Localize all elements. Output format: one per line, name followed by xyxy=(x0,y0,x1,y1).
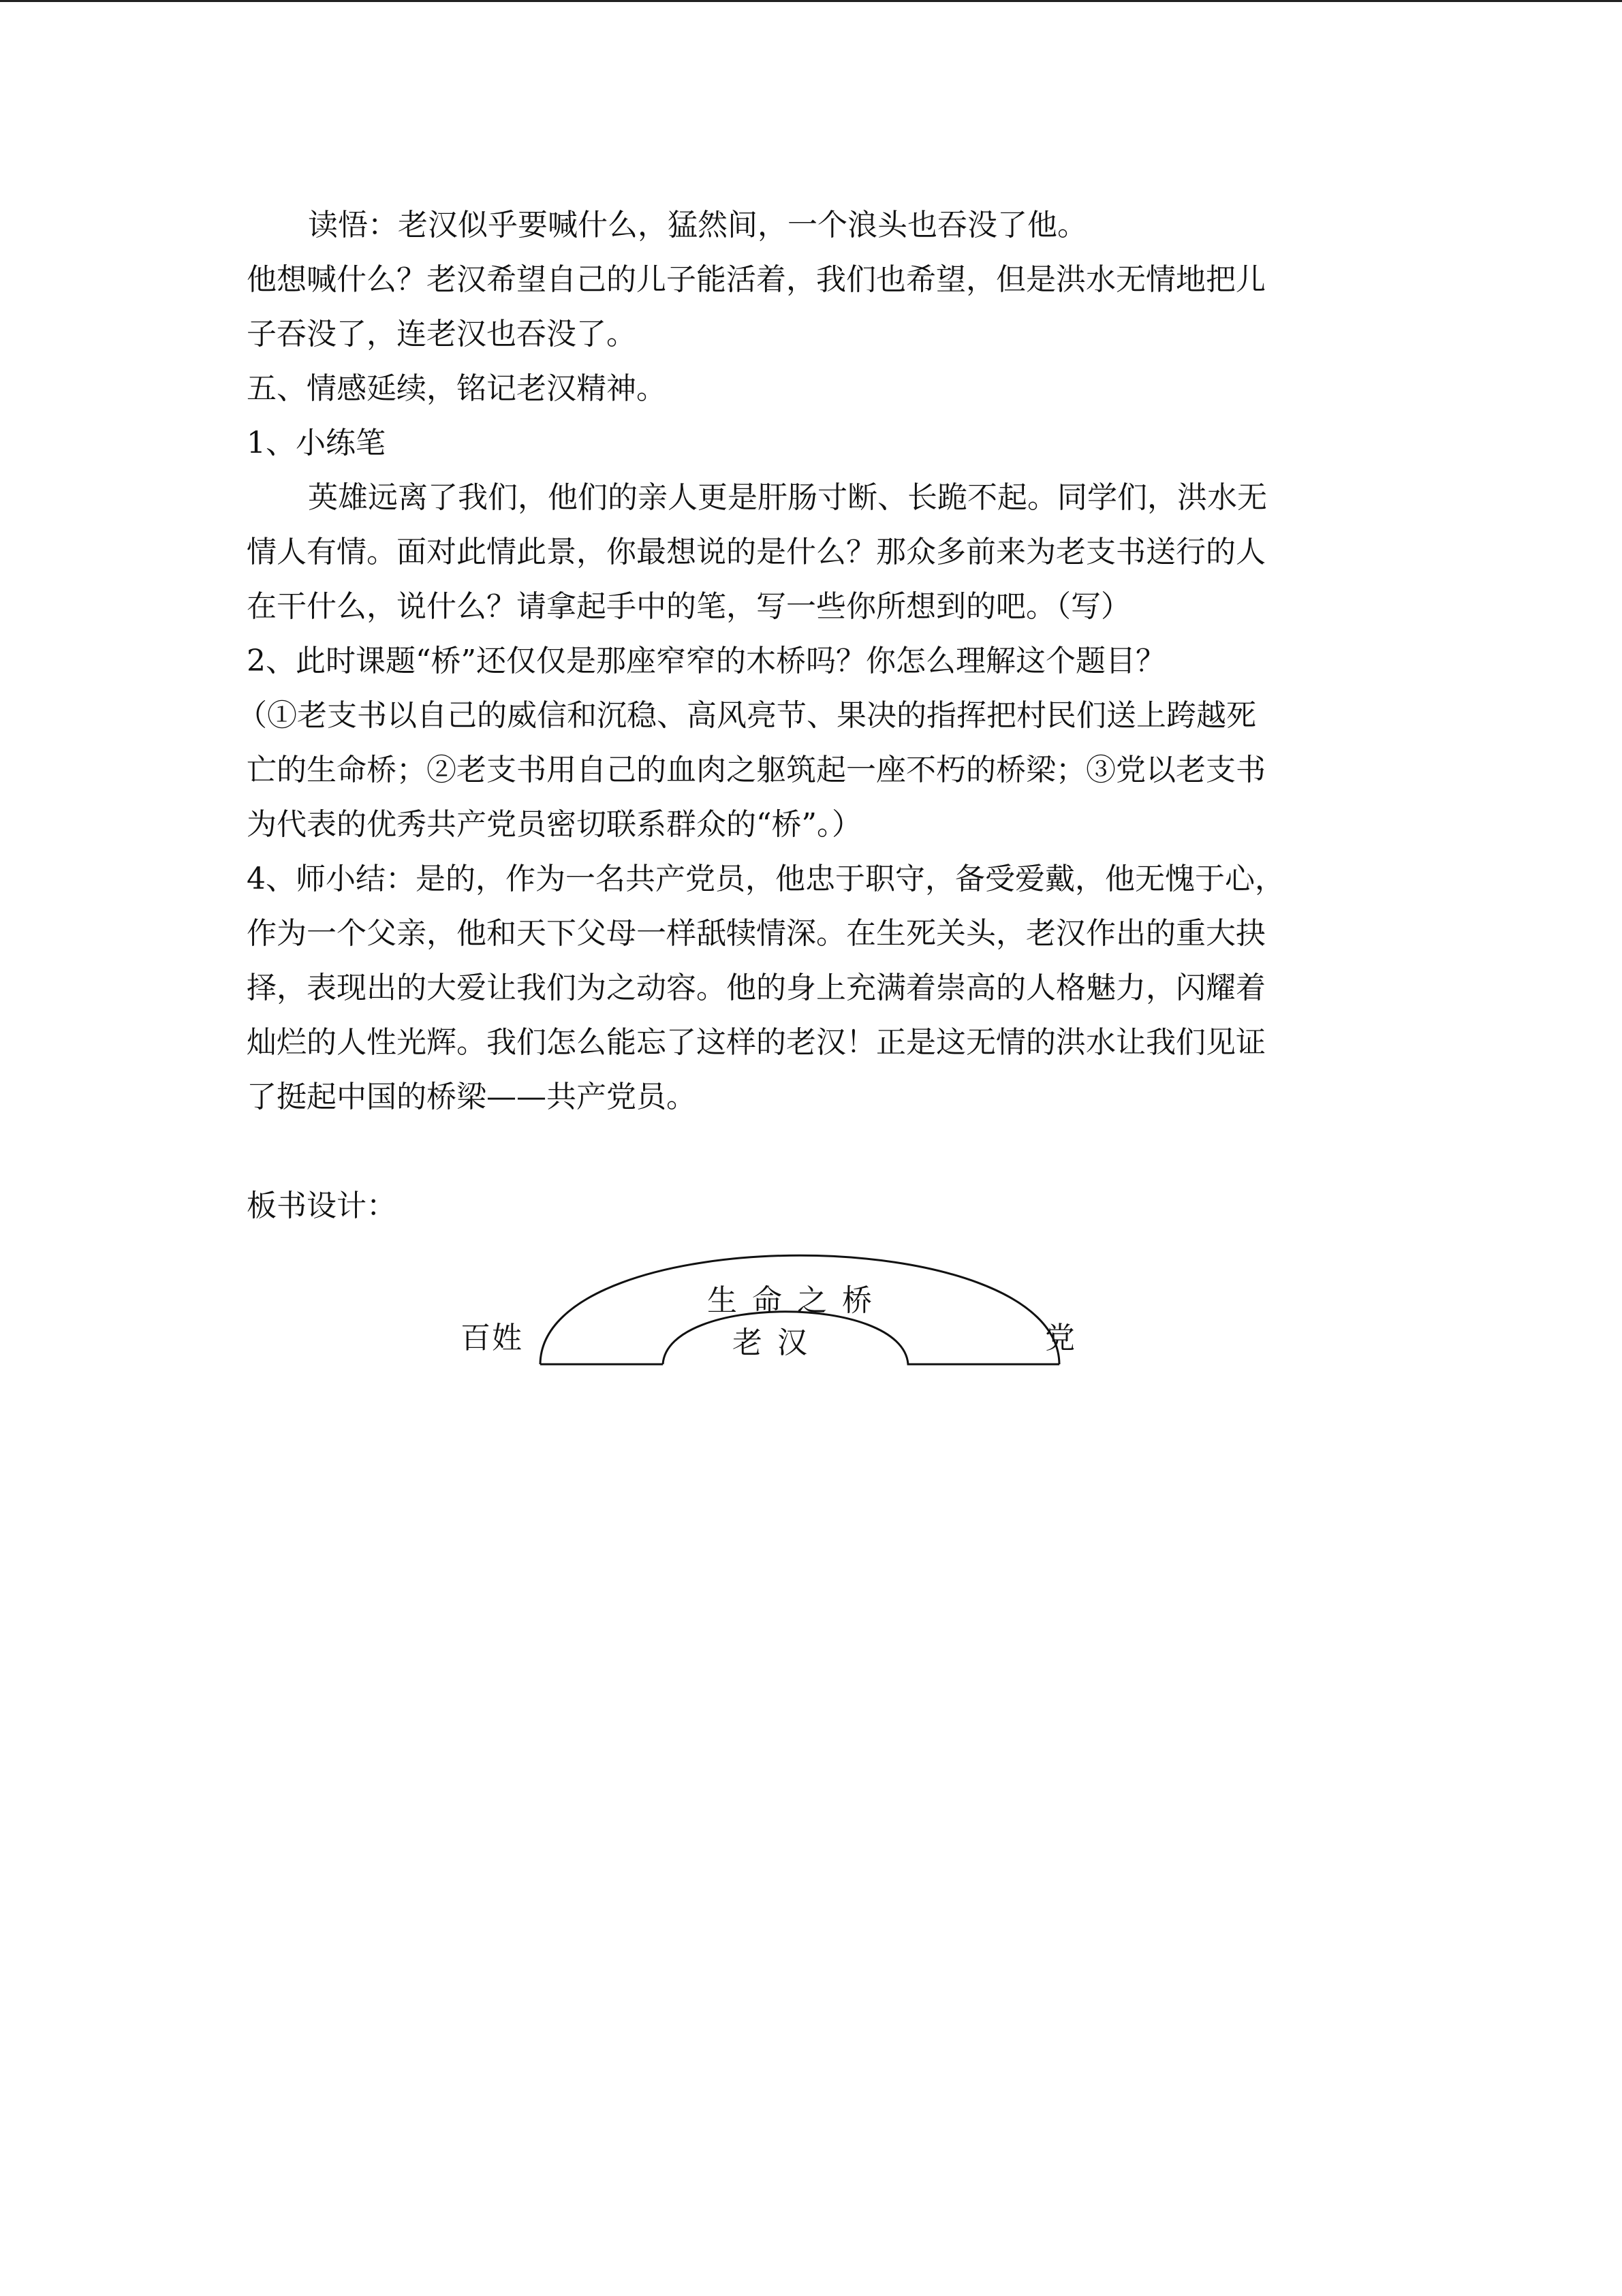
answer-line: 亡的生命桥；②老支书用自己的血肉之躯筑起一座不朽的桥梁；③党以老支书 xyxy=(247,753,1266,787)
paragraph-line: 子吞没了，连老汉也吞没了。 xyxy=(247,317,636,351)
paragraph-line: 情人有情。面对此情此景，你最想说的是什么？那众多前来为老支书送行的人 xyxy=(247,535,1266,569)
paragraph-line: 灿烂的人性光辉。我们怎么能忘了这样的老汉！正是这无情的洪水让我们见证 xyxy=(247,1025,1266,1060)
teacher-summary: 4、师小结：是的，作为一名共产党员，他忠于职守，备受爱戴，他无愧于心， xyxy=(247,862,1285,896)
paragraph-line: 他想喊什么？老汉希望自己的儿子能活着，我们也希望，但是洪水无情地把儿 xyxy=(247,262,1266,297)
answer-line: 为代表的优秀共产党员密切联系群众的“桥”。） xyxy=(247,807,862,842)
inner-arch-label: 老汉 xyxy=(732,1325,822,1360)
answer-line: （①老支书以自己的威信和沉稳、高风亮节、果决的指挥把村民们送上跨越死 xyxy=(237,698,1256,733)
paragraph-reading-insight: 读悟：老汉似乎要喊什么，猛然间，一个浪头也吞没了他。 xyxy=(308,208,1087,242)
subheading-writing-practice: 1、小练笔 xyxy=(247,426,386,460)
document-body xyxy=(237,198,1357,1233)
paragraph-line: 作为一个父亲，他和天下父母一样舐犊情深。在生死关头，老汉作出的重大抉 xyxy=(247,916,1266,951)
left-label-people: 百姓 xyxy=(461,1321,523,1355)
paragraph-line: 在干什么，说什么？请拿起手中的笔，写一些你所想到的吧。（写） xyxy=(247,589,1131,624)
question-two: 2、此时课题“桥”还仅仅是那座窄窄的木桥吗？你怎么理解这个题目？ xyxy=(247,644,1166,678)
right-label-party: 党 xyxy=(1045,1321,1076,1355)
page-top-border xyxy=(0,0,1622,2)
paragraph-line: 英雄远离了我们，他们的亲人更是肝肠寸断、长跪不起。同学们，洪水无 xyxy=(308,480,1267,515)
board-design-heading: 板书设计： xyxy=(247,1189,396,1223)
inner-arch xyxy=(663,1312,1059,1364)
section-heading-five: 五、情感延续，铭记老汉精神。 xyxy=(247,371,666,406)
blank-line xyxy=(247,1125,1357,1179)
outer-arch-label: 生命之桥 xyxy=(707,1283,887,1318)
paragraph-line: 择，表现出的大爱让我们为之动容。他的身上充满着崇高的人格魅力，闪耀着 xyxy=(247,971,1266,1005)
paragraph-line: 了挺起中国的桥梁——共产党员。 xyxy=(247,1080,696,1114)
outer-arch xyxy=(540,1255,1059,1364)
